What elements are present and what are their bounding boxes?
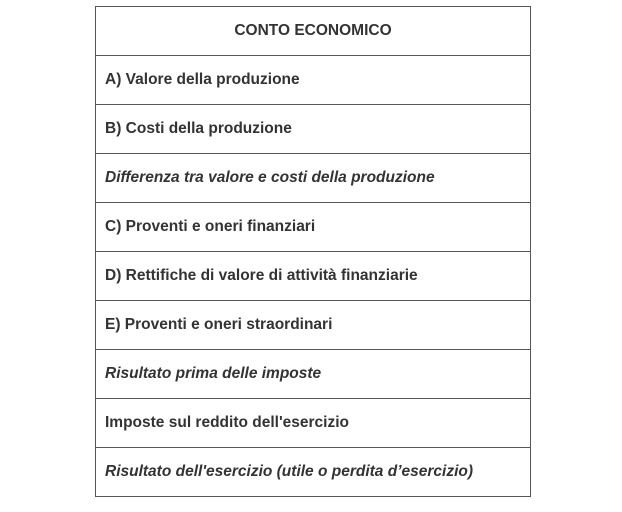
table-row	[96, 56, 531, 105]
table-row	[96, 154, 531, 203]
row-costi-produzione: B) Costi della produzione	[96, 105, 531, 154]
row-proventi-oneri-finanziari: C) Proventi e oneri finanziari	[96, 203, 531, 252]
table-row	[96, 350, 531, 399]
table-row	[96, 301, 531, 350]
table-row	[96, 399, 531, 448]
table-row	[96, 252, 531, 301]
table-row	[96, 203, 531, 252]
row-imposte-reddito: Imposte sul reddito dell'esercizio	[96, 399, 531, 448]
row-valore-produzione: A) Valore della produzione	[96, 56, 531, 105]
row-proventi-oneri-straordinari: E) Proventi e oneri straordinari	[96, 301, 531, 350]
table-row	[96, 105, 531, 154]
table-header-row	[96, 7, 531, 56]
table-header: CONTO ECONOMICO	[96, 7, 531, 56]
row-risultato-esercizio: Risultato dell'esercizio (utile o perdita d’esercizio)	[96, 448, 531, 497]
row-differenza: Differenza tra valore e costi della produzione	[96, 154, 531, 203]
row-risultato-prima-imposte: Risultato prima delle imposte	[96, 350, 531, 399]
conto-economico-table	[95, 6, 531, 497]
row-rettifiche-valore: D) Rettifiche di valore di attività finanziarie	[96, 252, 531, 301]
table-row	[96, 448, 531, 497]
